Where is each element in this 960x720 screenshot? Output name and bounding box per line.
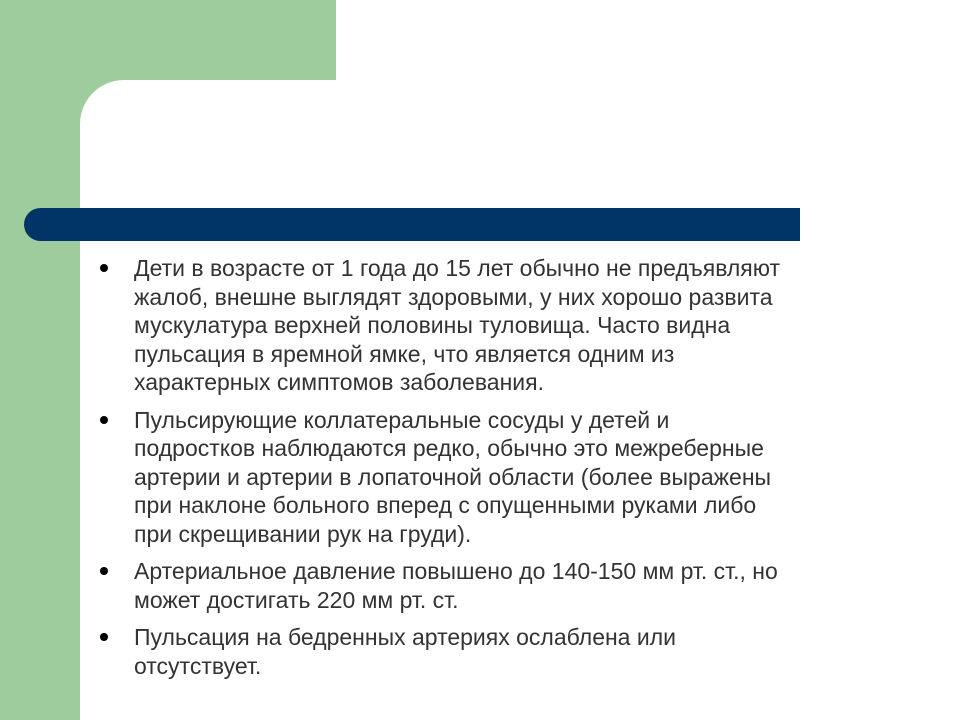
bullet-line: пульсация в яремной ямке, что является одним из bbox=[134, 340, 675, 367]
bullet-item bbox=[98, 254, 918, 397]
bullet-item bbox=[98, 623, 918, 680]
bullet-line: артерии и артерии в лопаточной области (более выражены bbox=[134, 463, 772, 490]
bullet-line: жалоб, внешне выглядят здоровыми, у них хорошо развита bbox=[134, 283, 773, 310]
bullet-line: подростков наблюдаются редко, обычно это межреберные bbox=[134, 435, 764, 461]
bullet-icon bbox=[100, 264, 108, 272]
bullet-line: мускулатура верхней половины туловища. Часто видна bbox=[134, 312, 731, 338]
bullet-line: Пульсирующие коллатеральные сосуды у детей и bbox=[134, 406, 670, 433]
bullet-line: может достигать 220 мм рт. ст. bbox=[134, 586, 459, 613]
bullet-item bbox=[98, 406, 918, 549]
bullet-icon bbox=[100, 567, 108, 575]
bullet-icon bbox=[100, 633, 108, 641]
bullet-line: Артериальное давление повышено до 140-150 мм рт. ст., но bbox=[134, 558, 778, 584]
bullet-line: характерных симптомов заболевания. bbox=[134, 369, 544, 395]
title-bar bbox=[24, 208, 800, 241]
bullet-icon bbox=[100, 416, 108, 424]
bullet-line: Дети в возрасте от 1 года до 15 лет обычно не предъявляют bbox=[134, 255, 781, 281]
bullet-item bbox=[98, 557, 918, 614]
bullet-line: при наклоне больного вперед с опущенными руками либо bbox=[134, 492, 757, 518]
bullet-line: отсутствует. bbox=[134, 652, 262, 679]
bullet-line: Пульсация на бедренных артериях ослаблена или bbox=[134, 624, 676, 650]
bullet-line: при скрещивании рук на груди). bbox=[134, 520, 472, 547]
bullet-list bbox=[98, 254, 918, 689]
